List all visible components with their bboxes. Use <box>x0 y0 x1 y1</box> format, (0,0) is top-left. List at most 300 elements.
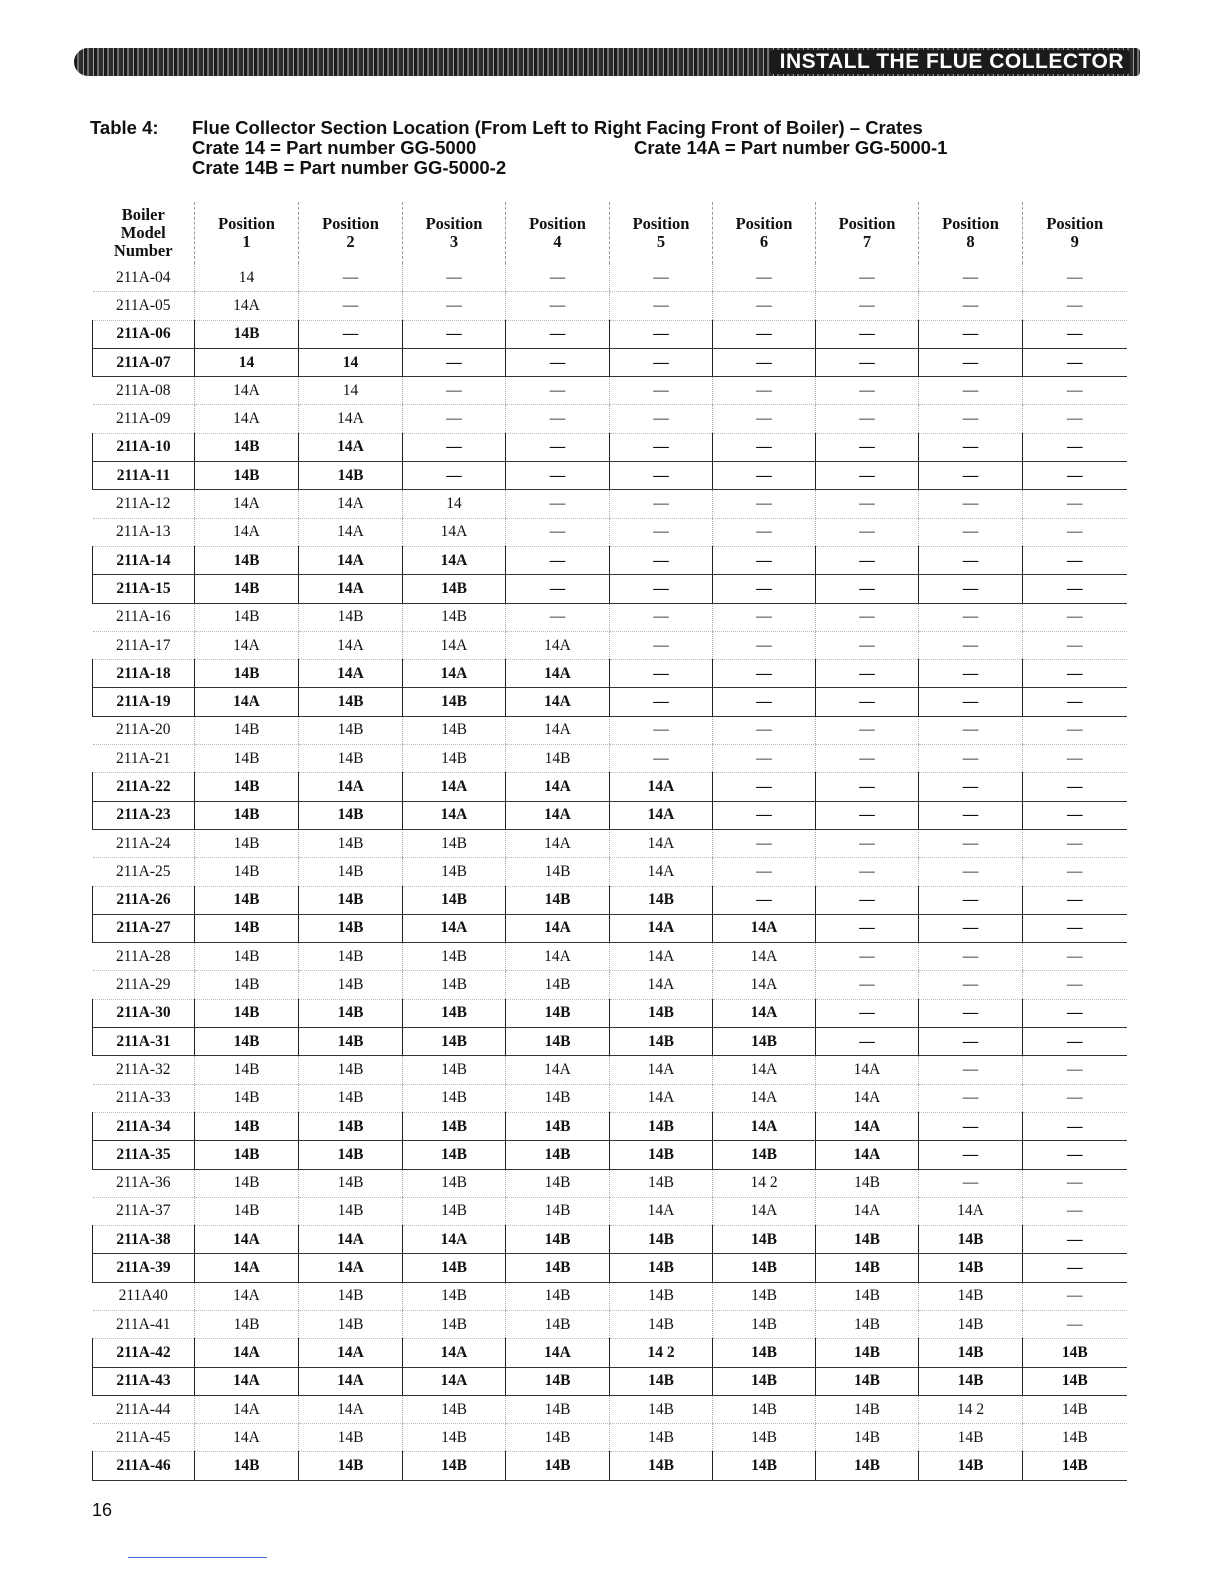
table-row <box>93 518 1127 546</box>
position-cell: 14B <box>506 745 610 773</box>
position-cell: 14B <box>195 1056 299 1084</box>
position-cell: — <box>506 348 610 376</box>
position-cell: — <box>610 405 713 433</box>
position-cell: 14B <box>195 943 299 971</box>
position-cell: 14B <box>299 1310 403 1338</box>
model-number-cell: 211A-06 <box>93 320 195 348</box>
model-number-cell: 211A-08 <box>93 377 195 405</box>
position-cell: 14B <box>816 1452 919 1480</box>
model-number-cell: 211A-32 <box>93 1056 195 1084</box>
caption-crate-14b: Crate 14B = Part number GG-5000-2 <box>192 157 507 178</box>
position-cell: — <box>1023 660 1127 688</box>
position-cell: — <box>919 660 1023 688</box>
table-row <box>93 1056 1127 1084</box>
position-cell: 14B <box>299 1028 403 1056</box>
position-cell: — <box>713 462 816 490</box>
position-cell: 14A <box>195 1424 299 1452</box>
model-number-cell: 211A-33 <box>93 1084 195 1112</box>
position-cell: 14B <box>506 1452 610 1480</box>
position-cell: — <box>816 405 919 433</box>
position-cell: — <box>919 688 1023 716</box>
position-cell: 14B <box>816 1169 919 1197</box>
position-cell: — <box>1023 829 1127 857</box>
model-number-cell: 211A-12 <box>93 490 195 518</box>
position-cell: 14A <box>403 546 506 574</box>
position-cell: — <box>506 320 610 348</box>
position-cell: 14A <box>506 716 610 744</box>
position-cell: — <box>713 829 816 857</box>
table-row <box>93 914 1127 942</box>
position-cell: 14B <box>816 1367 919 1395</box>
column-header-position-7: Position 7 <box>816 202 919 264</box>
position-cell: 14B <box>299 462 403 490</box>
position-cell: — <box>816 829 919 857</box>
position-cell: — <box>919 348 1023 376</box>
table-row <box>93 1141 1127 1169</box>
position-cell: 14B <box>403 1197 506 1225</box>
position-cell: 14B <box>816 1395 919 1423</box>
table-row <box>93 546 1127 574</box>
position-cell: — <box>713 886 816 914</box>
position-cell: 14A <box>299 575 403 603</box>
position-cell: — <box>816 1028 919 1056</box>
position-cell: — <box>713 688 816 716</box>
position-cell: — <box>1023 886 1127 914</box>
table-row <box>93 716 1127 744</box>
position-cell: 14A <box>299 405 403 433</box>
position-cell: 14B <box>403 575 506 603</box>
position-cell: 14A <box>506 1339 610 1367</box>
position-cell: — <box>610 320 713 348</box>
position-cell: — <box>1023 264 1127 292</box>
flue-collector-table <box>92 202 1127 1481</box>
position-cell: 14B <box>403 603 506 631</box>
position-cell: 14B <box>506 999 610 1027</box>
column-header-position-3: Position 3 <box>403 202 506 264</box>
position-cell: 14A <box>919 1197 1023 1225</box>
position-cell: — <box>816 801 919 829</box>
position-cell: 14B <box>299 1197 403 1225</box>
table-row <box>93 660 1127 688</box>
position-cell: 14A <box>610 801 713 829</box>
position-cell: 14B <box>610 1367 713 1395</box>
column-header-position-2: Position 2 <box>299 202 403 264</box>
model-number-cell: 211A-30 <box>93 999 195 1027</box>
position-cell: — <box>816 575 919 603</box>
position-cell: 14B <box>403 858 506 886</box>
position-cell: 14 <box>195 264 299 292</box>
position-cell: 14B <box>713 1310 816 1338</box>
position-cell: — <box>1023 292 1127 320</box>
table-row <box>93 377 1127 405</box>
position-cell: 14B <box>195 1028 299 1056</box>
position-cell: — <box>713 773 816 801</box>
position-cell: — <box>1023 801 1127 829</box>
position-cell: 14A <box>713 1112 816 1140</box>
model-number-cell: 211A-05 <box>93 292 195 320</box>
position-cell: — <box>1023 745 1127 773</box>
position-cell: 14B <box>1023 1424 1127 1452</box>
position-cell: — <box>713 745 816 773</box>
position-cell: — <box>506 405 610 433</box>
position-cell: — <box>1023 1282 1127 1310</box>
position-cell: — <box>919 1169 1023 1197</box>
position-cell: 14A <box>610 943 713 971</box>
page-number: 16 <box>92 1500 113 1520</box>
position-cell: — <box>713 433 816 461</box>
position-cell: 14B <box>919 1226 1023 1254</box>
position-cell: 14B <box>610 1282 713 1310</box>
position-cell: 14A <box>816 1141 919 1169</box>
position-cell: 14B <box>506 1084 610 1112</box>
table-body <box>93 264 1127 1480</box>
position-cell: — <box>506 575 610 603</box>
position-cell: — <box>816 999 919 1027</box>
model-number-cell: 211A-07 <box>93 348 195 376</box>
position-cell: — <box>816 914 919 942</box>
position-cell: — <box>919 943 1023 971</box>
position-cell: 14A <box>299 1395 403 1423</box>
position-cell: 14A <box>195 490 299 518</box>
table-row <box>93 575 1127 603</box>
position-cell: 14A <box>195 292 299 320</box>
position-cell: 14A <box>816 1112 919 1140</box>
position-cell: 14B <box>506 1197 610 1225</box>
position-cell: — <box>1023 773 1127 801</box>
position-cell: — <box>299 292 403 320</box>
position-cell: — <box>919 377 1023 405</box>
position-cell: 14B <box>1023 1367 1127 1395</box>
position-cell: 14B <box>919 1254 1023 1282</box>
model-number-cell: 211A40 <box>93 1282 195 1310</box>
position-cell: — <box>610 348 713 376</box>
position-cell: — <box>816 490 919 518</box>
position-cell: — <box>919 801 1023 829</box>
position-cell: 14A <box>195 1282 299 1310</box>
position-cell: — <box>1023 405 1127 433</box>
table-row <box>93 886 1127 914</box>
table-row <box>93 999 1127 1027</box>
model-number-cell: 211A-44 <box>93 1395 195 1423</box>
position-cell: 14A <box>506 829 610 857</box>
position-cell: 14A <box>506 660 610 688</box>
position-cell: 14B <box>195 603 299 631</box>
model-number-cell: 211A-42 <box>93 1339 195 1367</box>
position-cell: 14B <box>816 1424 919 1452</box>
position-cell: — <box>610 264 713 292</box>
position-cell: 14B <box>816 1339 919 1367</box>
model-number-cell: 211A-10 <box>93 433 195 461</box>
position-cell: 14B <box>610 886 713 914</box>
model-number-cell: 211A-23 <box>93 801 195 829</box>
position-cell: — <box>919 886 1023 914</box>
position-cell: — <box>1023 971 1127 999</box>
position-cell: 14A <box>299 1254 403 1282</box>
position-cell: 14A <box>299 433 403 461</box>
position-cell: 14B <box>299 801 403 829</box>
footer-rule <box>128 1557 267 1558</box>
position-cell: — <box>816 348 919 376</box>
column-header-position-4: Position 4 <box>506 202 610 264</box>
position-cell: — <box>713 292 816 320</box>
position-cell: 14B <box>403 688 506 716</box>
position-cell: 14B <box>713 1424 816 1452</box>
column-header-position-6: Position 6 <box>713 202 816 264</box>
position-cell: 14B <box>403 971 506 999</box>
position-cell: 14B <box>610 1226 713 1254</box>
position-cell: — <box>610 490 713 518</box>
position-cell: — <box>816 377 919 405</box>
position-cell: 14B <box>299 999 403 1027</box>
position-cell: 14B <box>403 1395 506 1423</box>
position-cell: — <box>816 716 919 744</box>
position-cell: — <box>506 490 610 518</box>
position-cell: 14B <box>506 1112 610 1140</box>
position-cell: 14B <box>299 1141 403 1169</box>
position-cell: 14B <box>506 886 610 914</box>
position-cell: 14B <box>195 1169 299 1197</box>
position-cell: — <box>919 914 1023 942</box>
table-row <box>93 1452 1127 1480</box>
position-cell: 14A <box>713 943 816 971</box>
position-cell: 14B <box>195 546 299 574</box>
position-cell: — <box>919 292 1023 320</box>
table-row <box>93 462 1127 490</box>
position-cell: 14B <box>195 660 299 688</box>
position-cell: — <box>713 660 816 688</box>
table-row <box>93 1028 1127 1056</box>
position-cell: 14A <box>299 1226 403 1254</box>
position-cell: 14B <box>299 1452 403 1480</box>
position-cell: 14A <box>299 660 403 688</box>
position-cell: 14B <box>299 1084 403 1112</box>
position-cell: 14A <box>403 631 506 659</box>
position-cell: — <box>816 433 919 461</box>
position-cell: 14B <box>919 1367 1023 1395</box>
position-cell: 14B <box>403 1056 506 1084</box>
position-cell: — <box>816 546 919 574</box>
position-cell: — <box>1023 1226 1127 1254</box>
position-cell: — <box>919 829 1023 857</box>
position-cell: — <box>816 631 919 659</box>
position-cell: — <box>713 320 816 348</box>
position-cell: — <box>919 971 1023 999</box>
table-row <box>93 1282 1127 1310</box>
table-row <box>93 1169 1127 1197</box>
position-cell: — <box>919 264 1023 292</box>
model-number-cell: 211A-24 <box>93 829 195 857</box>
model-number-cell: 211A-45 <box>93 1424 195 1452</box>
model-number-cell: 211A-14 <box>93 546 195 574</box>
position-cell: — <box>919 773 1023 801</box>
position-cell: 14B <box>919 1310 1023 1338</box>
model-number-cell: 211A-35 <box>93 1141 195 1169</box>
position-cell: — <box>403 264 506 292</box>
position-cell: 14B <box>403 1028 506 1056</box>
position-cell: 14B <box>506 1169 610 1197</box>
position-cell: — <box>610 292 713 320</box>
position-cell: 14A <box>713 971 816 999</box>
position-cell: 14B <box>195 745 299 773</box>
model-number-cell: 211A-26 <box>93 886 195 914</box>
position-cell: — <box>919 858 1023 886</box>
position-cell: — <box>919 1084 1023 1112</box>
position-cell: — <box>1023 1310 1127 1338</box>
position-cell: 14B <box>919 1452 1023 1480</box>
model-number-cell: 211A-09 <box>93 405 195 433</box>
position-cell: — <box>713 858 816 886</box>
position-cell: 14A <box>299 518 403 546</box>
position-cell: 14A <box>403 660 506 688</box>
position-cell: — <box>506 264 610 292</box>
position-cell: — <box>610 575 713 603</box>
position-cell: 14B <box>610 999 713 1027</box>
position-cell: 14B <box>299 886 403 914</box>
position-cell: 14B <box>403 1141 506 1169</box>
position-cell: — <box>816 688 919 716</box>
position-cell: 14B <box>506 1282 610 1310</box>
position-cell: 14A <box>506 914 610 942</box>
position-cell: 14B <box>713 1226 816 1254</box>
position-cell: 14B <box>195 1141 299 1169</box>
position-cell: 14B <box>506 1226 610 1254</box>
position-cell: — <box>816 264 919 292</box>
position-cell: — <box>919 546 1023 574</box>
position-cell: 14B <box>506 1310 610 1338</box>
position-cell: — <box>1023 1056 1127 1084</box>
position-cell: 14A <box>299 773 403 801</box>
position-cell: 14A <box>506 1056 610 1084</box>
position-cell: — <box>919 405 1023 433</box>
position-cell: 14B <box>299 914 403 942</box>
position-cell: 14B <box>299 943 403 971</box>
position-cell: — <box>816 292 919 320</box>
table-row <box>93 490 1127 518</box>
position-cell: — <box>713 377 816 405</box>
position-cell: — <box>610 518 713 546</box>
banner-title: INSTALL THE FLUE COLLECTOR <box>770 50 1130 74</box>
model-number-cell: 211A-27 <box>93 914 195 942</box>
model-number-cell: 211A-18 <box>93 660 195 688</box>
position-cell: — <box>1023 462 1127 490</box>
table-row <box>93 745 1127 773</box>
model-number-cell: 211A-04 <box>93 264 195 292</box>
position-cell: — <box>713 490 816 518</box>
table-row <box>93 264 1127 292</box>
position-cell: — <box>299 264 403 292</box>
position-cell: 14B <box>1023 1339 1127 1367</box>
table-label: Table 4: <box>90 117 159 138</box>
table-row <box>93 1084 1127 1112</box>
position-cell: 14B <box>299 1169 403 1197</box>
position-cell: — <box>1023 433 1127 461</box>
position-cell: 14A <box>299 490 403 518</box>
column-header-position-1: Position 1 <box>195 202 299 264</box>
model-number-cell: 211A-21 <box>93 745 195 773</box>
position-cell: 14A <box>506 631 610 659</box>
table-row <box>93 292 1127 320</box>
position-cell: 14B <box>403 829 506 857</box>
position-cell: — <box>610 603 713 631</box>
position-cell: — <box>713 264 816 292</box>
position-cell: 14B <box>403 1424 506 1452</box>
position-cell: 14B <box>816 1282 919 1310</box>
position-cell: — <box>1023 688 1127 716</box>
model-number-cell: 211A-15 <box>93 575 195 603</box>
position-cell: 14 <box>195 348 299 376</box>
position-cell: 14B <box>506 1254 610 1282</box>
position-cell: 14B <box>713 1367 816 1395</box>
table-row <box>93 773 1127 801</box>
position-cell: — <box>1023 1084 1127 1112</box>
position-cell: 14A <box>299 546 403 574</box>
position-cell: 14B <box>610 1141 713 1169</box>
position-cell: 14B <box>403 999 506 1027</box>
position-cell: 14B <box>403 1452 506 1480</box>
table-row <box>93 1254 1127 1282</box>
model-number-cell: 211A-28 <box>93 943 195 971</box>
position-cell: 14B <box>195 433 299 461</box>
model-number-cell: 211A-46 <box>93 1452 195 1480</box>
table-row <box>93 943 1127 971</box>
position-cell: — <box>403 320 506 348</box>
position-cell: 14B <box>713 1282 816 1310</box>
position-cell: 14A <box>506 943 610 971</box>
caption-crate-14: Crate 14 = Part number GG-5000 <box>192 137 477 158</box>
position-cell: — <box>610 631 713 659</box>
position-cell: 14A <box>195 688 299 716</box>
position-cell: 14B <box>403 886 506 914</box>
position-cell: 14B <box>403 1310 506 1338</box>
position-cell: 14A <box>610 914 713 942</box>
position-cell: — <box>919 631 1023 659</box>
position-cell: — <box>919 462 1023 490</box>
table-row <box>93 801 1127 829</box>
position-cell: 14A <box>610 1197 713 1225</box>
position-cell: — <box>713 518 816 546</box>
position-cell: 14B <box>713 1452 816 1480</box>
position-cell: 14B <box>403 716 506 744</box>
table-row <box>93 688 1127 716</box>
section-banner <box>74 48 1140 76</box>
position-cell: — <box>1023 1169 1127 1197</box>
position-cell: 14B <box>195 462 299 490</box>
position-cell: 14B <box>195 886 299 914</box>
position-cell: 14B <box>299 1112 403 1140</box>
model-number-cell: 211A-22 <box>93 773 195 801</box>
position-cell: 14A <box>299 1339 403 1367</box>
position-cell: — <box>610 433 713 461</box>
position-cell: 14B <box>506 1395 610 1423</box>
model-number-cell: 211A-19 <box>93 688 195 716</box>
position-cell: 14B <box>403 1112 506 1140</box>
position-cell: — <box>919 603 1023 631</box>
position-cell: 14B <box>1023 1395 1127 1423</box>
position-cell: 14B <box>713 1339 816 1367</box>
position-cell: 14B <box>506 858 610 886</box>
model-number-cell: 211A-20 <box>93 716 195 744</box>
position-cell: — <box>816 603 919 631</box>
position-cell: 14B <box>506 1424 610 1452</box>
model-number-cell: 211A-29 <box>93 971 195 999</box>
position-cell: 14B <box>299 1282 403 1310</box>
position-cell: — <box>1023 1028 1127 1056</box>
position-cell: 14A <box>195 631 299 659</box>
table-row <box>93 858 1127 886</box>
position-cell: 14B <box>403 1254 506 1282</box>
position-cell: — <box>403 462 506 490</box>
position-cell: — <box>919 1141 1023 1169</box>
